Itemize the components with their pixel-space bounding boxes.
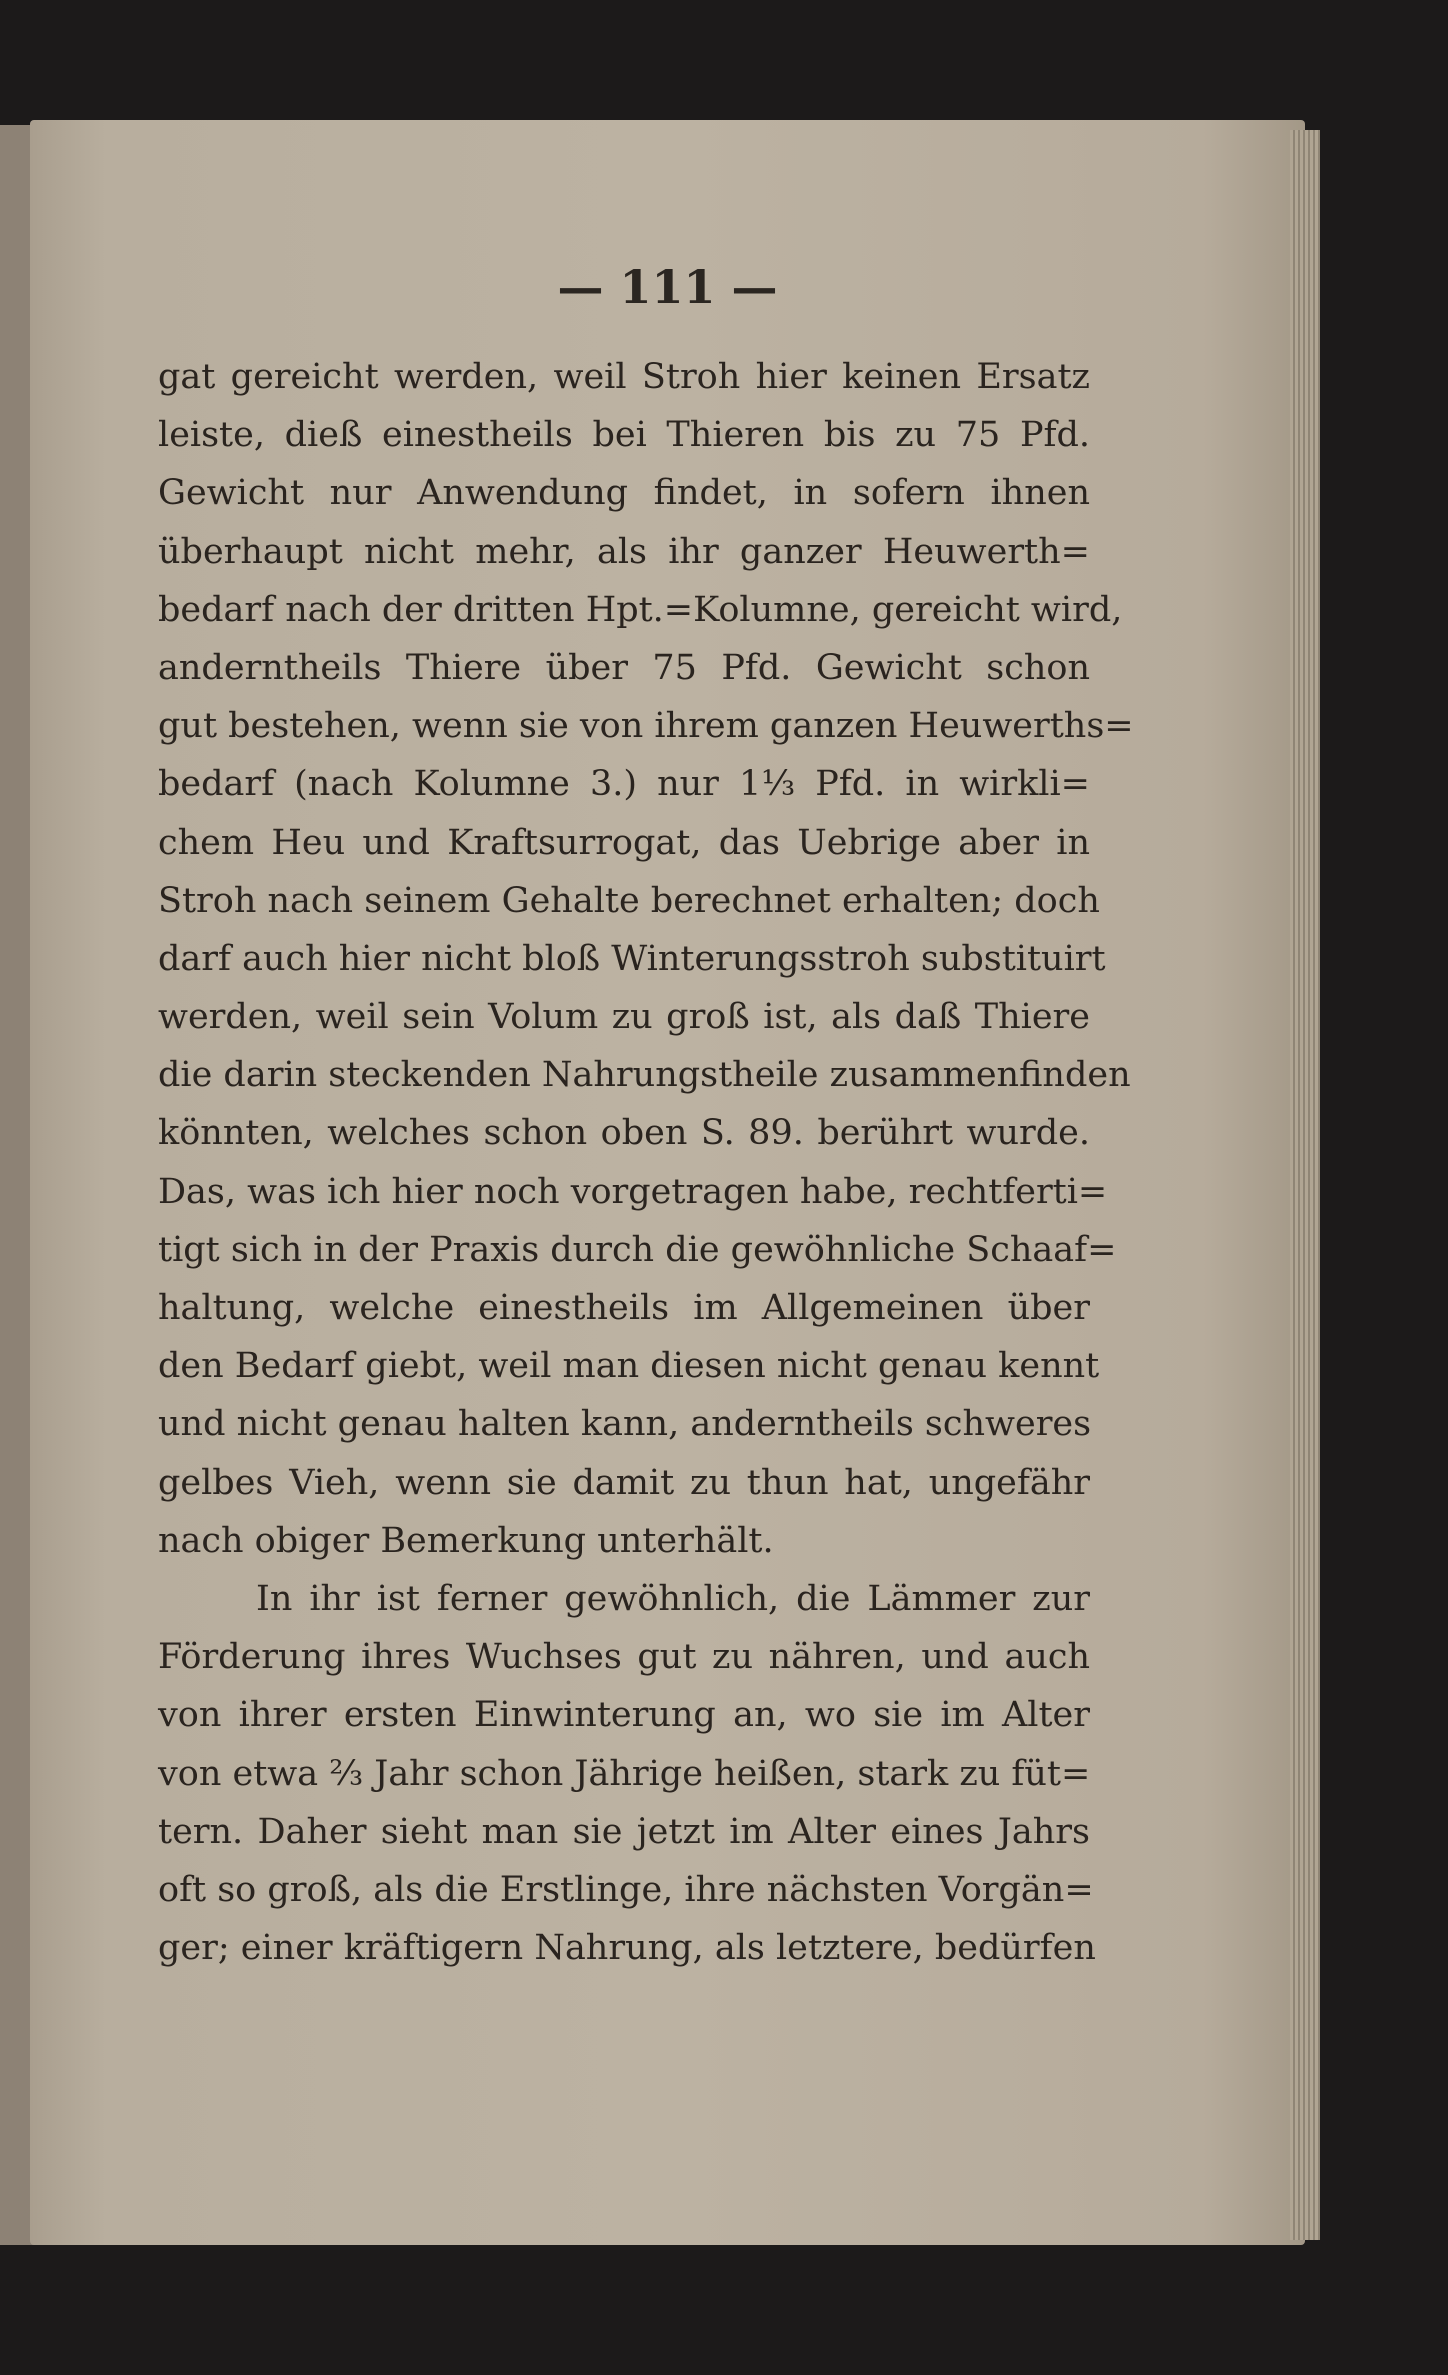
text-line: Förderung ihres Wuchses gut zu nähren, und auch bbox=[158, 1637, 1090, 1678]
text-line: von etwa ⅔ Jahr schon Jährige heißen, stark zu füt= bbox=[158, 1753, 1091, 1794]
text-line: gut bestehen, wenn sie von ihrem ganzen Heuwerths= bbox=[158, 706, 1134, 747]
book-page bbox=[30, 120, 1305, 2245]
text-line: darf auch hier nicht bloß Winterungsstroh substituirt bbox=[158, 938, 1106, 979]
text-line: gelbes Vieh, wenn sie damit zu thun hat, ungefähr bbox=[158, 1462, 1090, 1503]
text-line: Gewicht nur Anwendung findet, in sofern ihnen bbox=[158, 473, 1090, 514]
text-line: Das, was ich hier noch vorgetragen habe, rechtferti= bbox=[158, 1171, 1108, 1212]
text-line: den Bedarf giebt, weil man diesen nicht genau kennt bbox=[158, 1346, 1100, 1387]
text-line: ger; einer kräftigern Nahrung, als letztere, bedürfen bbox=[158, 1928, 1096, 1969]
body-text bbox=[158, 348, 1134, 1977]
page-stack-edge bbox=[1290, 130, 1320, 2240]
text-line: überhaupt nicht mehr, als ihr ganzer Heuwerth= bbox=[158, 531, 1090, 572]
text-line: werden, weil sein Volum zu groß ist, als daß Thiere bbox=[158, 997, 1090, 1038]
text-line: anderntheils Thiere über 75 Pfd. Gewicht schon bbox=[158, 647, 1090, 688]
text-line: haltung, welche einestheils im Allgemeinen über bbox=[158, 1288, 1090, 1328]
text-line: von ihrer ersten Einwinterung an, wo sie im Alter bbox=[158, 1695, 1090, 1736]
text-line: bedarf (nach Kolumne 3.) nur 1⅓ Pfd. in wirkli= bbox=[158, 764, 1090, 805]
text-line: Stroh nach seinem Gehalte berechnet erhalten; doch bbox=[158, 880, 1100, 921]
text-line: die darin steckenden Nahrungstheile zusammenfinden bbox=[158, 1055, 1131, 1096]
paragraph-start-line: In ihr ist ferner gewöhnlich, die Lämmer zur bbox=[256, 1578, 1090, 1619]
text-line: oft so groß, als die Erstlinge, ihre nächsten Vorgän= bbox=[158, 1869, 1094, 1910]
text-line: und nicht genau halten kann, anderntheils schweres bbox=[158, 1404, 1092, 1445]
text-line: gat gereicht werden, weil Stroh hier keinen Ersatz bbox=[158, 357, 1090, 397]
text-line: nach obiger Bemerkung unterhält. bbox=[158, 1520, 774, 1561]
text-line: chem Heu und Kraftsurrogat, das Uebrige aber in bbox=[158, 822, 1090, 863]
text-line: könnten, welches schon oben S. 89. berührt wurde. bbox=[158, 1113, 1090, 1154]
text-line: leiste, dieß einestheils bei Thieren bis zu 75 Pfd. bbox=[158, 415, 1090, 456]
text-line: tern. Daher sieht man sie jetzt im Alter eines Jahrs bbox=[158, 1811, 1090, 1852]
text-line: tigt sich in der Praxis durch die gewöhnliche Schaaf= bbox=[158, 1229, 1117, 1270]
page-number: — 111 — bbox=[557, 260, 778, 314]
text-line: bedarf nach der dritten Hpt.=Kolumne, gereicht wird, bbox=[158, 589, 1123, 630]
